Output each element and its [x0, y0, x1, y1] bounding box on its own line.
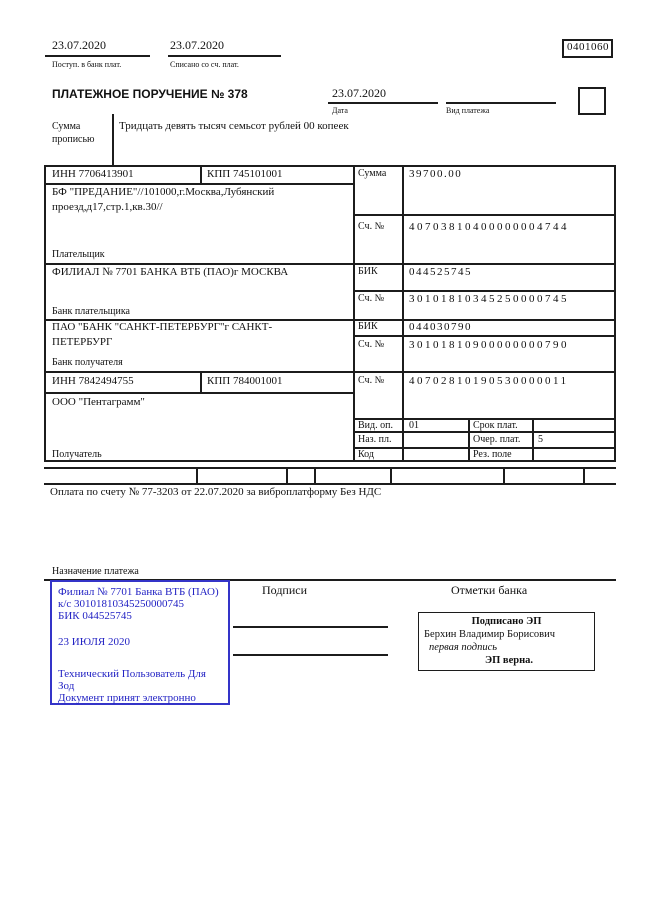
benef-bank-account-value: 30101810900000000790 [409, 339, 569, 351]
payer-kpp: КПП 745101001 [207, 168, 283, 180]
signature-line-1 [233, 626, 388, 628]
priority-value: 5 [538, 434, 543, 445]
payer-inn: ИНН 7706413901 [52, 168, 134, 180]
tax-strip-divider [390, 469, 392, 483]
sum-value: 39700.00 [409, 168, 463, 180]
table-line-payerbank-bik-bottom [353, 290, 616, 292]
op-type-value: 01 [409, 420, 419, 431]
table-line-benefbank-bottom [44, 371, 616, 373]
received-date-value: 23.07.2020 [52, 38, 106, 52]
benef-inn-kpp-divider [200, 371, 202, 394]
form-code-value: 0401060 [567, 41, 609, 53]
amount-words-divider [112, 114, 114, 165]
table-line-payer-bottom [44, 263, 616, 265]
table-border-left [44, 165, 46, 462]
benef-account-label: Сч. № [358, 375, 385, 386]
table-line-payer-inn-bottom [44, 183, 353, 185]
doc-date-label: Дата [332, 106, 348, 115]
benef-bank-name-line2: ПЕТЕРБУРГ [52, 336, 113, 348]
table-col-labels [353, 165, 355, 462]
op-label2-divider [532, 418, 534, 462]
tax-strip-divider [196, 469, 198, 483]
benef-kpp: КПП 784001001 [207, 375, 283, 387]
benef-inn: ИНН 7842494755 [52, 375, 134, 387]
tax-strip-divider [314, 469, 316, 483]
bank-marks-label: Отметки банка [451, 583, 528, 597]
payer-bank-section-label: Банк плательщика [52, 306, 130, 317]
payer-account-value: 40703810400000004744 [409, 221, 569, 233]
table-line-top [44, 165, 616, 167]
benef-bank-name-line1: ПАО "БАНК "САНКТ-ПЕТЕРБУРГ"г САНКТ- [52, 321, 273, 333]
signature-line-2 [233, 654, 388, 656]
table-col-values [402, 165, 404, 462]
purpose-text: Оплата по счету № 77-3203 от 22.07.2020 за виброплатформу Без НДС [50, 486, 382, 498]
priority-label: Очер. плат. [473, 434, 521, 445]
payer-account-label: Сч. № [358, 221, 385, 232]
payer-section-label: Плательщик [52, 249, 105, 260]
doc-date-underline [328, 102, 438, 104]
table-border-right [614, 165, 616, 462]
op-type-label: Вид. оп. [358, 420, 393, 431]
signature-kind: первая подпись [429, 642, 498, 653]
payment-type-label: Вид платежа [446, 106, 490, 115]
amount-words-value: Тридцать девять тысяч семьсот рублей 00 копеек [119, 120, 349, 132]
signature-stamp-box [418, 612, 595, 671]
payer-name-line2: проезд,д17,стр.1,кв.30// [52, 201, 163, 213]
payment-type-checkbox [578, 87, 606, 115]
signature-verdict: ЭП верна. [485, 655, 534, 666]
table-line-bottom [44, 460, 616, 462]
benef-bank-bik-value: 044030790 [409, 321, 472, 333]
reserve-label: Рез. поле [473, 449, 512, 460]
benef-name: ООО "Пентаграмм" [52, 396, 145, 408]
signed-ep-title: Подписано ЭП [471, 616, 542, 627]
stamp-bank-name: Филиал № 7701 Банка ВТБ (ПАО) [58, 586, 219, 598]
payer-bank-account-label: Сч. № [358, 293, 385, 304]
stamp-user-line1: Технический Пользователь Для [58, 668, 206, 680]
payer-inn-kpp-divider [200, 165, 202, 185]
table-line-benef-inn-bottom [44, 392, 353, 394]
document-title: ПЛАТЕЖНОЕ ПОРУЧЕНИЕ № 378 [52, 87, 248, 101]
stamp-date: 23 ИЮЛЯ 2020 [58, 636, 130, 648]
payer-bank-name: ФИЛИАЛ № 7701 БАНКА ВТБ (ПАО)г МОСКВА [52, 266, 289, 278]
table-line-benefbank-bik-bottom [353, 335, 616, 337]
stamp-bik: БИК 044525745 [58, 610, 132, 622]
tax-strip-divider [286, 469, 288, 483]
stamp-corr-account: к/с 30101810345250000745 [58, 598, 185, 610]
benef-bank-bik-label: БИК [358, 321, 378, 332]
purpose-label: Назначение платежа [52, 566, 139, 577]
form-code-box [562, 39, 613, 58]
stamp-user-line2: Зод [58, 680, 75, 692]
stamp-accepted-note: Документ принят электронно [58, 692, 196, 704]
received-date-underline [45, 55, 150, 57]
payment-type-underline [446, 102, 556, 104]
payer-bank-bik-label: БИК [358, 266, 378, 277]
tax-fields-strip [44, 467, 616, 485]
bank-acceptance-stamp [50, 580, 230, 705]
op-value-divider [468, 418, 470, 462]
payer-name-line1: БФ "ПРЕДАНИЕ"//101000,г.Москва,Лубянский [52, 186, 275, 198]
code-label: Код [358, 449, 374, 460]
amount-words-label: Сумма прописью [52, 121, 95, 145]
table-line-sum-bottom [353, 214, 616, 216]
benef-bank-account-label: Сч. № [358, 339, 385, 350]
tax-strip-divider [503, 469, 505, 483]
benef-section-label: Получатель [52, 449, 102, 460]
purpose-code-label: Наз. пл. [358, 434, 392, 445]
debited-date-label: Списано со сч. плат. [170, 60, 239, 69]
benef-bank-section-label: Банк получателя [52, 357, 123, 368]
received-date-label: Поступ. в банк плат. [52, 60, 122, 69]
signer-name: Берхин Владимир Борисович [424, 629, 555, 640]
doc-date-value: 23.07.2020 [332, 86, 386, 100]
tax-strip-divider [583, 469, 585, 483]
signatures-label: Подписи [262, 583, 308, 597]
payer-bank-account-value: 30101810345250000745 [409, 293, 569, 305]
sum-label: Сумма [358, 168, 387, 179]
debited-date-value: 23.07.2020 [170, 38, 224, 52]
due-date-label: Срок плат. [473, 420, 518, 431]
debited-date-underline [168, 55, 281, 57]
benef-account-value: 40702810190530000011 [409, 375, 569, 387]
payer-bank-bik-value: 044525745 [409, 266, 472, 278]
